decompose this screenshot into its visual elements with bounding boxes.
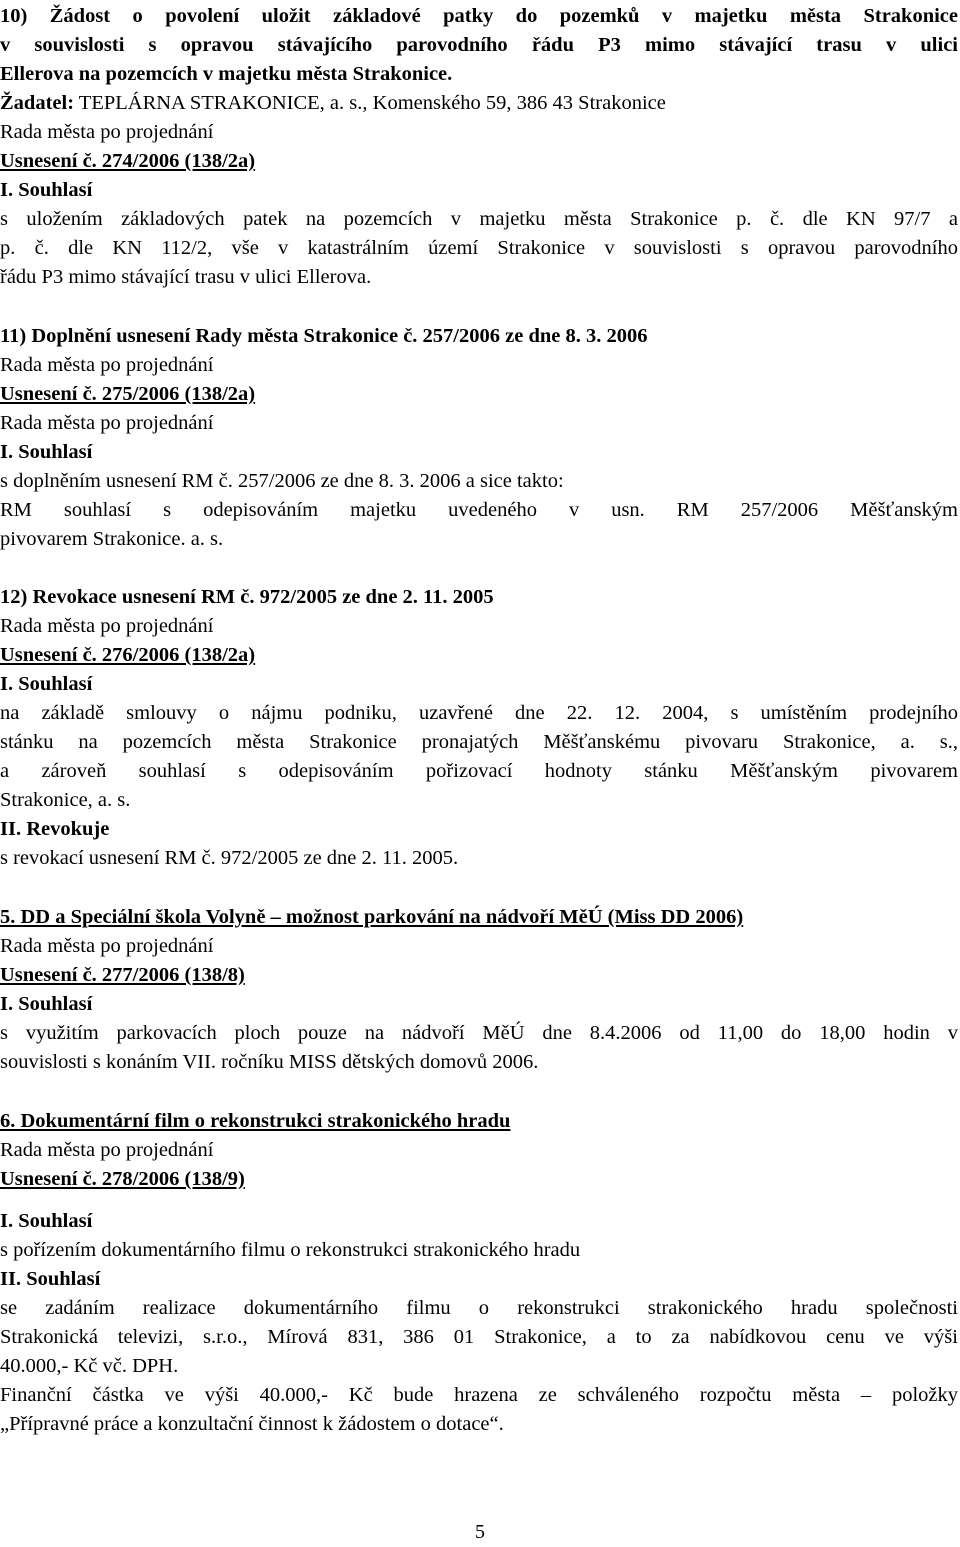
section-10 <box>0 2 958 292</box>
section-5 <box>0 903 958 1077</box>
decision-heading: I. Souhlasí <box>0 1210 93 1232</box>
decision-text: Strakonice, a. s. <box>0 789 131 811</box>
decision-heading: I. Souhlasí <box>0 673 93 695</box>
decision-heading: I. Souhlasí <box>0 993 93 1015</box>
decision-text: a zároveň souhlasí s odepisováním pořizovací hodnoty stánku Měšťanským pivovarem <box>0 760 958 782</box>
applicant-label: Žadatel: <box>0 92 75 114</box>
section-12 <box>0 583 958 873</box>
resolution-number: Usnesení č. 277/2006 (138/8) <box>0 964 245 986</box>
section-title: 6. Dokumentární film o rekonstrukci strakonického hradu <box>0 1110 511 1132</box>
section-title-line: 10) Žádost o povolení uložit základové patky do pozemků v majetku města Strakonice <box>0 5 958 27</box>
applicant-line <box>0 89 958 118</box>
section-6 <box>0 1107 958 1194</box>
council-note: Rada města po projednání <box>0 935 214 957</box>
decision-text: Finanční částka ve výši 40.000,- Kč bude hrazena ze schváleného rozpočtu města – položky <box>0 1384 958 1406</box>
decision-text: p. č. dle KN 112/2, vše v katastrálním území Strakonice v souvislosti s opravou parovodního <box>0 237 958 259</box>
applicant-value: TEPLÁRNA STRAKONICE, a. s., Komenského 59, 386 43 Strakonice <box>78 92 666 114</box>
council-note: Rada města po projednání <box>0 354 214 376</box>
decision-heading: I. Souhlasí <box>0 441 93 463</box>
resolution-number: Usnesení č. 275/2006 (138/2a) <box>0 383 256 405</box>
section-title-line: v souvislosti s opravou stávajícího parovodního řádu P3 mimo stávající trasu v ulici <box>0 34 958 56</box>
decision-heading: II. Revokuje <box>0 818 110 840</box>
section-title-line: Ellerova na pozemcích v majetku města Strakonice. <box>0 63 453 85</box>
decision-text: RM souhlasí s odepisováním majetku uvedeného v usn. RM 257/2006 Měšťanským <box>0 499 958 521</box>
decision-text: 40.000,- Kč vč. DPH. <box>0 1355 179 1377</box>
council-note: Rada města po projednání <box>0 121 214 143</box>
decision-text: souvislosti s konáním VII. ročníku MISS dětských domovů 2006. <box>0 1051 539 1073</box>
decision-text: s doplněním usnesení RM č. 257/2006 ze dne 8. 3. 2006 a sice takto: <box>0 470 564 492</box>
resolution-number: Usnesení č. 276/2006 (138/2a) <box>0 644 256 666</box>
section-title: 11) Doplnění usnesení Rady města Strakonice č. 257/2006 ze dne 8. 3. 2006 <box>0 325 648 347</box>
decision-text: řádu P3 mimo stávající trasu v ulici Ellerova. <box>0 266 372 288</box>
decision-text: pivovarem Strakonice. a. s. <box>0 528 224 550</box>
section-title: 5. DD a Speciální škola Volyně – možnost parkování na nádvoří MěÚ (Miss DD 2006) <box>0 906 744 928</box>
council-note: Rada města po projednání <box>0 412 214 434</box>
resolution-number: Usnesení č. 278/2006 (138/9) <box>0 1168 245 1190</box>
decision-text: se zadáním realizace dokumentárního filmu o rekonstrukci strakonického hradu společnosti <box>0 1297 958 1319</box>
decision-text: stánku na pozemcích města Strakonice pronajatých Měšťanskému pivovaru Strakonice, a. s., <box>0 731 958 753</box>
resolution-number: Usnesení č. 274/2006 (138/2a) <box>0 150 256 172</box>
decision-text: s uložením základových patek na pozemcích v majetku města Strakonice p. č. dle KN 97/7 a <box>0 208 958 230</box>
decision-heading: I. Souhlasí <box>0 179 93 201</box>
decision-text: s revokací usnesení RM č. 972/2005 ze dne 2. 11. 2005. <box>0 847 459 869</box>
decision-text: s pořízením dokumentárního filmu o rekonstrukci strakonického hradu <box>0 1239 581 1261</box>
council-note: Rada města po projednání <box>0 1139 214 1161</box>
council-note: Rada města po projednání <box>0 615 214 637</box>
section-11 <box>0 322 958 554</box>
decision-heading: II. Souhlasí <box>0 1268 101 1290</box>
decision-text: s využitím parkovacích ploch pouze na nádvoří MěÚ dne 8.4.2006 od 11,00 do 18,00 hodin v <box>0 1022 958 1044</box>
section-6-decisions <box>0 1207 958 1439</box>
section-title: 12) Revokace usnesení RM č. 972/2005 ze dne 2. 11. 2005 <box>0 586 494 608</box>
decision-text: Strakonická televizi, s.r.o., Mírová 831, 386 01 Strakonice, a to za nabídkovou cenu ve výši <box>0 1326 958 1348</box>
page-number: 5 <box>475 1521 485 1543</box>
decision-text: na základě smlouvy o nájmu podniku, uzavřené dne 22. 12. 2004, s umístěním prodejního <box>0 702 958 724</box>
decision-text: „Přípravné práce a konzultační činnost k žádostem o dotace“. <box>0 1413 504 1435</box>
